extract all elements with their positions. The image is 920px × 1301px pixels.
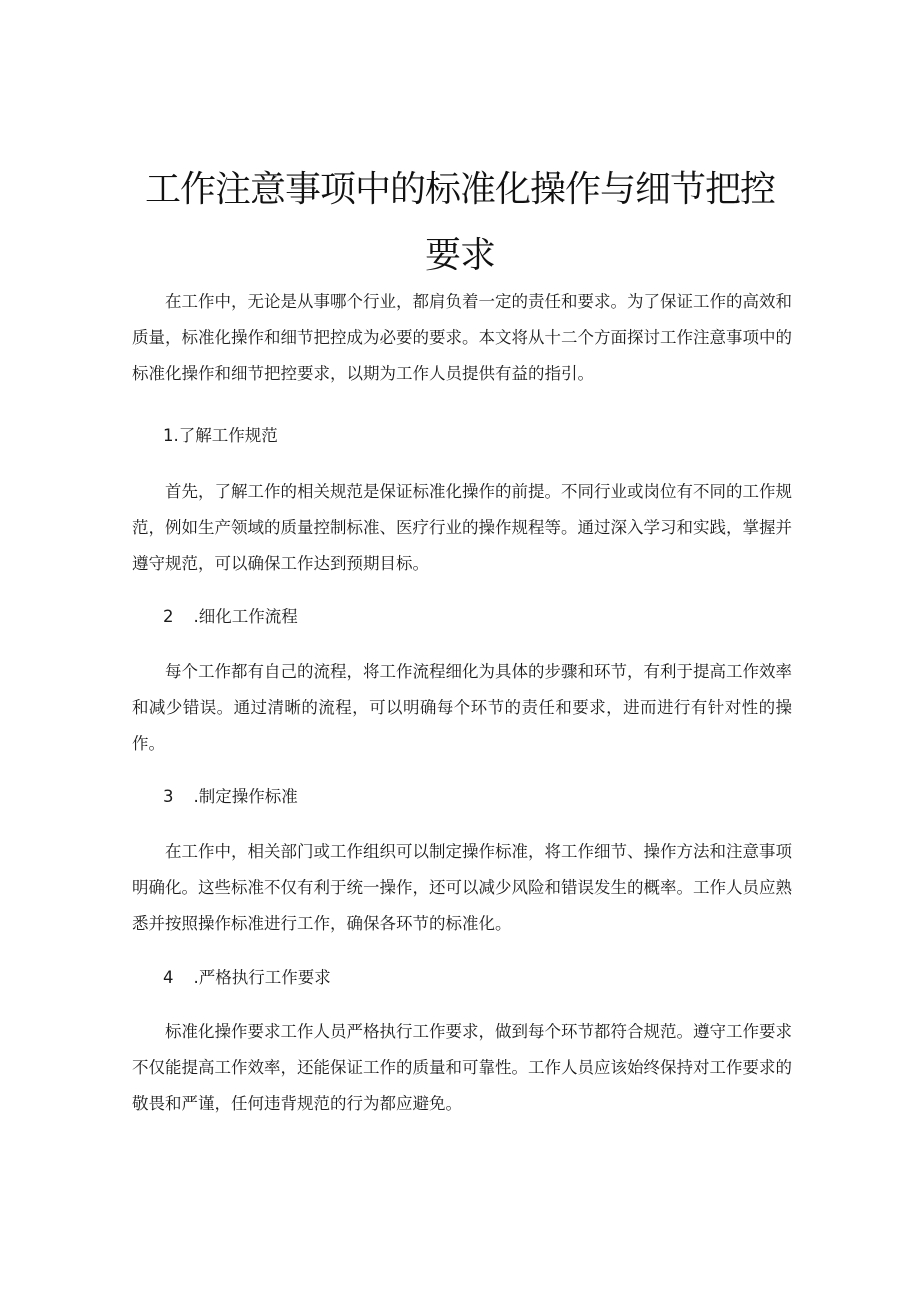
section-body-3: 在工作中，相关部门或工作组织可以制定操作标准，将工作细节、操作方法和注意事项明确化。这些标准不仅有利于统一操作，还可以减少风险和错误发生的概率。工作人员应熟悉并按照操作标准进行工作，确保各环节的标准化。 (132, 842, 792, 933)
section-heading-4 (163, 966, 331, 990)
section-heading-1 (163, 424, 278, 448)
section-body-4: 标准化操作要求工作人员严格执行工作要求，做到每个环节都符合规范。遵守工作要求不仅能提高工作效率，还能保证工作的质量和可靠性。工作人员应该始终保持对工作要求的敬畏和严谨，任何违背规范的行为都应避免。 (132, 1022, 792, 1113)
section-body-1: 首先，了解工作的相关规范是保证标准化操作的前提。不同行业或岗位有不同的工作规范，例如生产领域的质量控制标准、医疗行业的操作规程等。通过深入学习和实践，掌握并遵守规范，可以确保工作达到预期目标。 (132, 482, 792, 573)
section-title: .严格执行工作要求 (193, 968, 331, 987)
section-number: 1. (163, 426, 179, 445)
section-body-2: 每个工作都有自己的流程，将工作流程细化为具体的步骤和环节，有利于提高工作效率和减少错误。通过清晰的流程，可以明确每个环节的责任和要求，进而进行有针对性的操作。 (132, 662, 792, 753)
section-number: 3 (163, 787, 174, 806)
intro-paragraph: 在工作中，无论是从事哪个行业，都肩负着一定的责任和要求。为了保证工作的高效和质量，标准化操作和细节把控成为必要的要求。本文将从十二个方面探讨工作注意事项中的标准化操作和细节把控要求，以期为工作人员提供有益的指引。 (132, 292, 792, 383)
section-title: 了解工作规范 (178, 426, 278, 445)
section-heading-2 (163, 605, 298, 629)
section-title: .制定操作标准 (193, 787, 298, 806)
section-title: .细化工作流程 (193, 607, 298, 626)
section-heading-3 (163, 785, 298, 809)
document-title: 工作注意事项中的标准化操作与细节把控要求 (144, 169, 775, 276)
section-number: 4 (163, 968, 174, 987)
section-number: 2 (163, 607, 174, 626)
